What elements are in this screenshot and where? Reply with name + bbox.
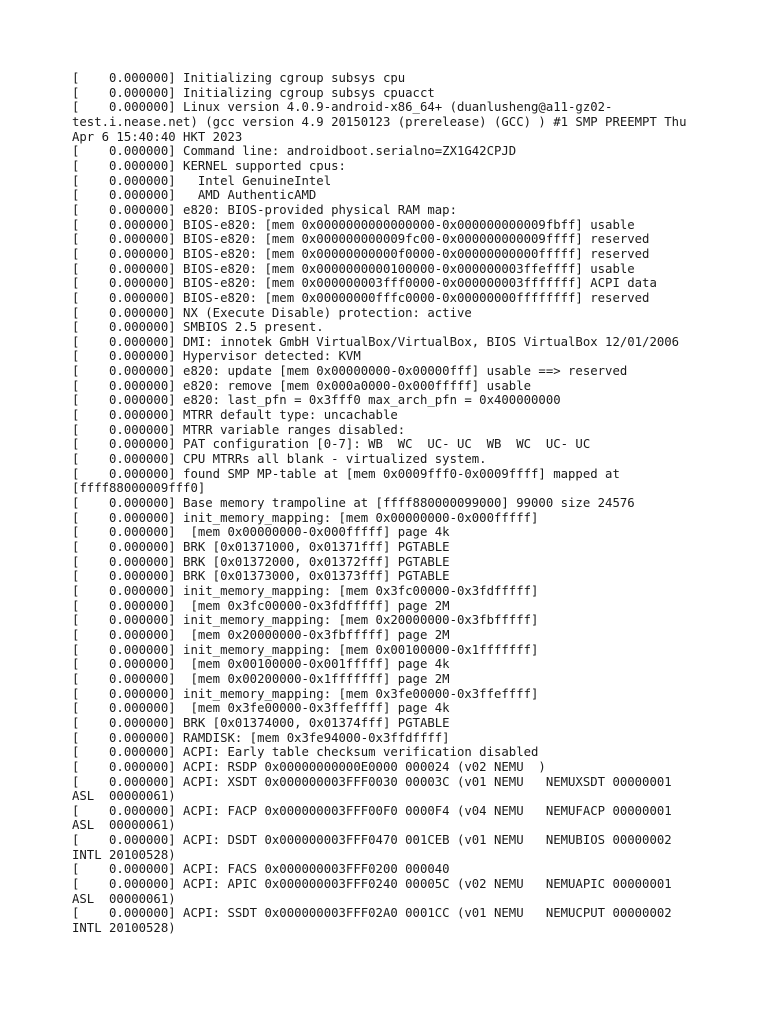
log-line: [ 0.000000] Intel GenuineIntel xyxy=(72,173,332,188)
log-line: [ 0.000000] BIOS-e820: [mem 0x00000000fffc0000-0x00000000ffffffff] reserved xyxy=(72,290,650,305)
log-line: [ 0.000000] PAT configuration [0-7]: WB WC UC- UC WB WC UC- UC xyxy=(72,437,591,452)
log-line: [ 0.000000] ACPI: FACS 0x000000003FFF0200 000040 xyxy=(72,862,450,877)
log-line: [ 0.000000] DMI: innotek GmbH VirtualBox/VirtualBox, BIOS VirtualBox 12/01/2006 xyxy=(72,334,680,349)
log-line: [ 0.000000] Initializing cgroup subsys cpuacct xyxy=(72,85,435,100)
log-line: INTL 20100528) xyxy=(72,921,176,936)
log-line: [ 0.000000] [mem 0x00200000-0x1fffffff] page 2M xyxy=(72,671,450,686)
log-line: [ 0.000000] Hypervisor detected: KVM xyxy=(72,349,361,364)
log-line: [ 0.000000] BIOS-e820: [mem 0x0000000000100000-0x000000003ffeffff] usable xyxy=(72,261,635,276)
log-line: [ 0.000000] init_memory_mapping: [mem 0x00100000-0x1fffffff] xyxy=(72,642,539,657)
log-line: [ 0.000000] e820: last_pfn = 0x3fff0 max_arch_pfn = 0x400000000 xyxy=(72,393,561,408)
log-line: [ 0.000000] BRK [0x01374000, 0x01374fff] PGTABLE xyxy=(72,715,450,730)
log-line: [ 0.000000] ACPI: SSDT 0x000000003FFF02A0 0001CC (v01 NEMU NEMUCPUT 00000002 xyxy=(72,906,672,921)
log-line: [ 0.000000] MTRR default type: uncachable xyxy=(72,408,398,423)
log-line: test.i.nease.net) (gcc version 4.9 20150123 (prerelease) (GCC) ) #1 SMP PREEMPT Thu xyxy=(72,114,687,129)
log-line: [ 0.000000] BIOS-e820: [mem 0x000000003fff0000-0x000000003fffffff] ACPI data xyxy=(72,276,657,291)
log-line: [ 0.000000] Base memory trampoline at [ffff880000099000] 99000 size 24576 xyxy=(72,496,635,511)
log-line: [ 0.000000] [mem 0x3fc00000-0x3fdfffff] page 2M xyxy=(72,598,450,613)
log-line: [ 0.000000] RAMDISK: [mem 0x3fe94000-0x3ffdffff] xyxy=(72,730,450,745)
log-line: [ 0.000000] [mem 0x00000000-0x000fffff] page 4k xyxy=(72,525,450,540)
log-line: [ 0.000000] e820: update [mem 0x00000000-0x00000fff] usable ==> reserved xyxy=(72,364,628,379)
log-line: [ 0.000000] CPU MTRRs all blank - virtualized system. xyxy=(72,452,487,467)
log-line: [ 0.000000] init_memory_mapping: [mem 0x00000000-0x000fffff] xyxy=(72,510,539,525)
log-line: [ 0.000000] [mem 0x3fe00000-0x3ffeffff] page 4k xyxy=(72,701,450,716)
log-line: ASL 00000061) xyxy=(72,818,176,833)
log-line: [ 0.000000] init_memory_mapping: [mem 0x3fc00000-0x3fdfffff] xyxy=(72,583,539,598)
log-line: [ 0.000000] ACPI: RSDP 0x00000000000E0000 000024 (v02 NEMU ) xyxy=(72,759,546,774)
log-line: [ 0.000000] Linux version 4.0.9-android-x86_64+ (duanlusheng@a11-gz02- xyxy=(72,100,613,115)
log-line: [ 0.000000] SMBIOS 2.5 present. xyxy=(72,320,324,335)
log-line: [ 0.000000] e820: BIOS-provided physical RAM map: xyxy=(72,202,457,217)
log-line: Apr 6 15:40:40 HKT 2023 xyxy=(72,129,243,144)
log-line: [ 0.000000] ACPI: Early table checksum verification disabled xyxy=(72,745,539,760)
log-line: [ 0.000000] BIOS-e820: [mem 0x0000000000000000-0x000000000009fbff] usable xyxy=(72,217,635,232)
log-line: ASL 00000061) xyxy=(72,891,176,906)
kernel-log-output xyxy=(72,71,700,936)
log-line: [ 0.000000] MTRR variable ranges disabled: xyxy=(72,422,406,437)
log-line: [ 0.000000] Command line: androidboot.serialno=ZX1G42CPJD xyxy=(72,144,517,159)
log-line: [ 0.000000] Initializing cgroup subsys cpu xyxy=(72,71,406,85)
log-line: ASL 00000061) xyxy=(72,789,176,804)
log-line: [ 0.000000] AMD AuthenticAMD xyxy=(72,188,317,203)
log-line: [ 0.000000] BIOS-e820: [mem 0x000000000009fc00-0x000000000009ffff] reserved xyxy=(72,232,650,247)
log-line: [ 0.000000] BRK [0x01371000, 0x01371fff] PGTABLE xyxy=(72,540,450,554)
log-line: [ 0.000000] init_memory_mapping: [mem 0x20000000-0x3fbfffff] xyxy=(72,613,539,628)
log-line: [ 0.000000] ACPI: FACP 0x000000003FFF00F0 0000F4 (v04 NEMU NEMUFACP 00000001 xyxy=(72,803,672,818)
log-line: [ 0.000000] init_memory_mapping: [mem 0x3fe00000-0x3ffeffff] xyxy=(72,686,539,701)
log-line: [ 0.000000] NX (Execute Disable) protection: active xyxy=(72,305,472,320)
log-line: [ 0.000000] ACPI: APIC 0x000000003FFF0240 00005C (v02 NEMU NEMUAPIC 00000001 xyxy=(72,877,672,892)
log-line: [ 0.000000] BRK [0x01373000, 0x01373fff] PGTABLE xyxy=(72,569,450,584)
log-line: [ 0.000000] [mem 0x00100000-0x001fffff] page 4k xyxy=(72,657,450,672)
log-line: [ 0.000000] found SMP MP-table at [mem 0x0009fff0-0x0009ffff] mapped at xyxy=(72,466,620,481)
log-line: [ 0.000000] BRK [0x01372000, 0x01372fff] PGTABLE xyxy=(72,554,450,569)
log-line: [ 0.000000] e820: remove [mem 0x000a0000-0x000fffff] usable xyxy=(72,378,532,393)
log-line: [ 0.000000] ACPI: XSDT 0x000000003FFF0030 00003C (v01 NEMU NEMUXSDT 00000001 xyxy=(72,774,672,789)
log-line: [ 0.000000] ACPI: DSDT 0x000000003FFF0470 001CEB (v01 NEMU NEMUBIOS 00000002 xyxy=(72,833,672,848)
log-line: INTL 20100528) xyxy=(72,847,176,862)
log-line: [ 0.000000] BIOS-e820: [mem 0x00000000000f0000-0x00000000000fffff] reserved xyxy=(72,246,650,261)
log-line: [ 0.000000] KERNEL supported cpus: xyxy=(72,158,346,173)
log-line: [ 0.000000] [mem 0x20000000-0x3fbfffff] page 2M xyxy=(72,627,450,642)
log-line: [ffff88000009fff0] xyxy=(72,481,206,496)
